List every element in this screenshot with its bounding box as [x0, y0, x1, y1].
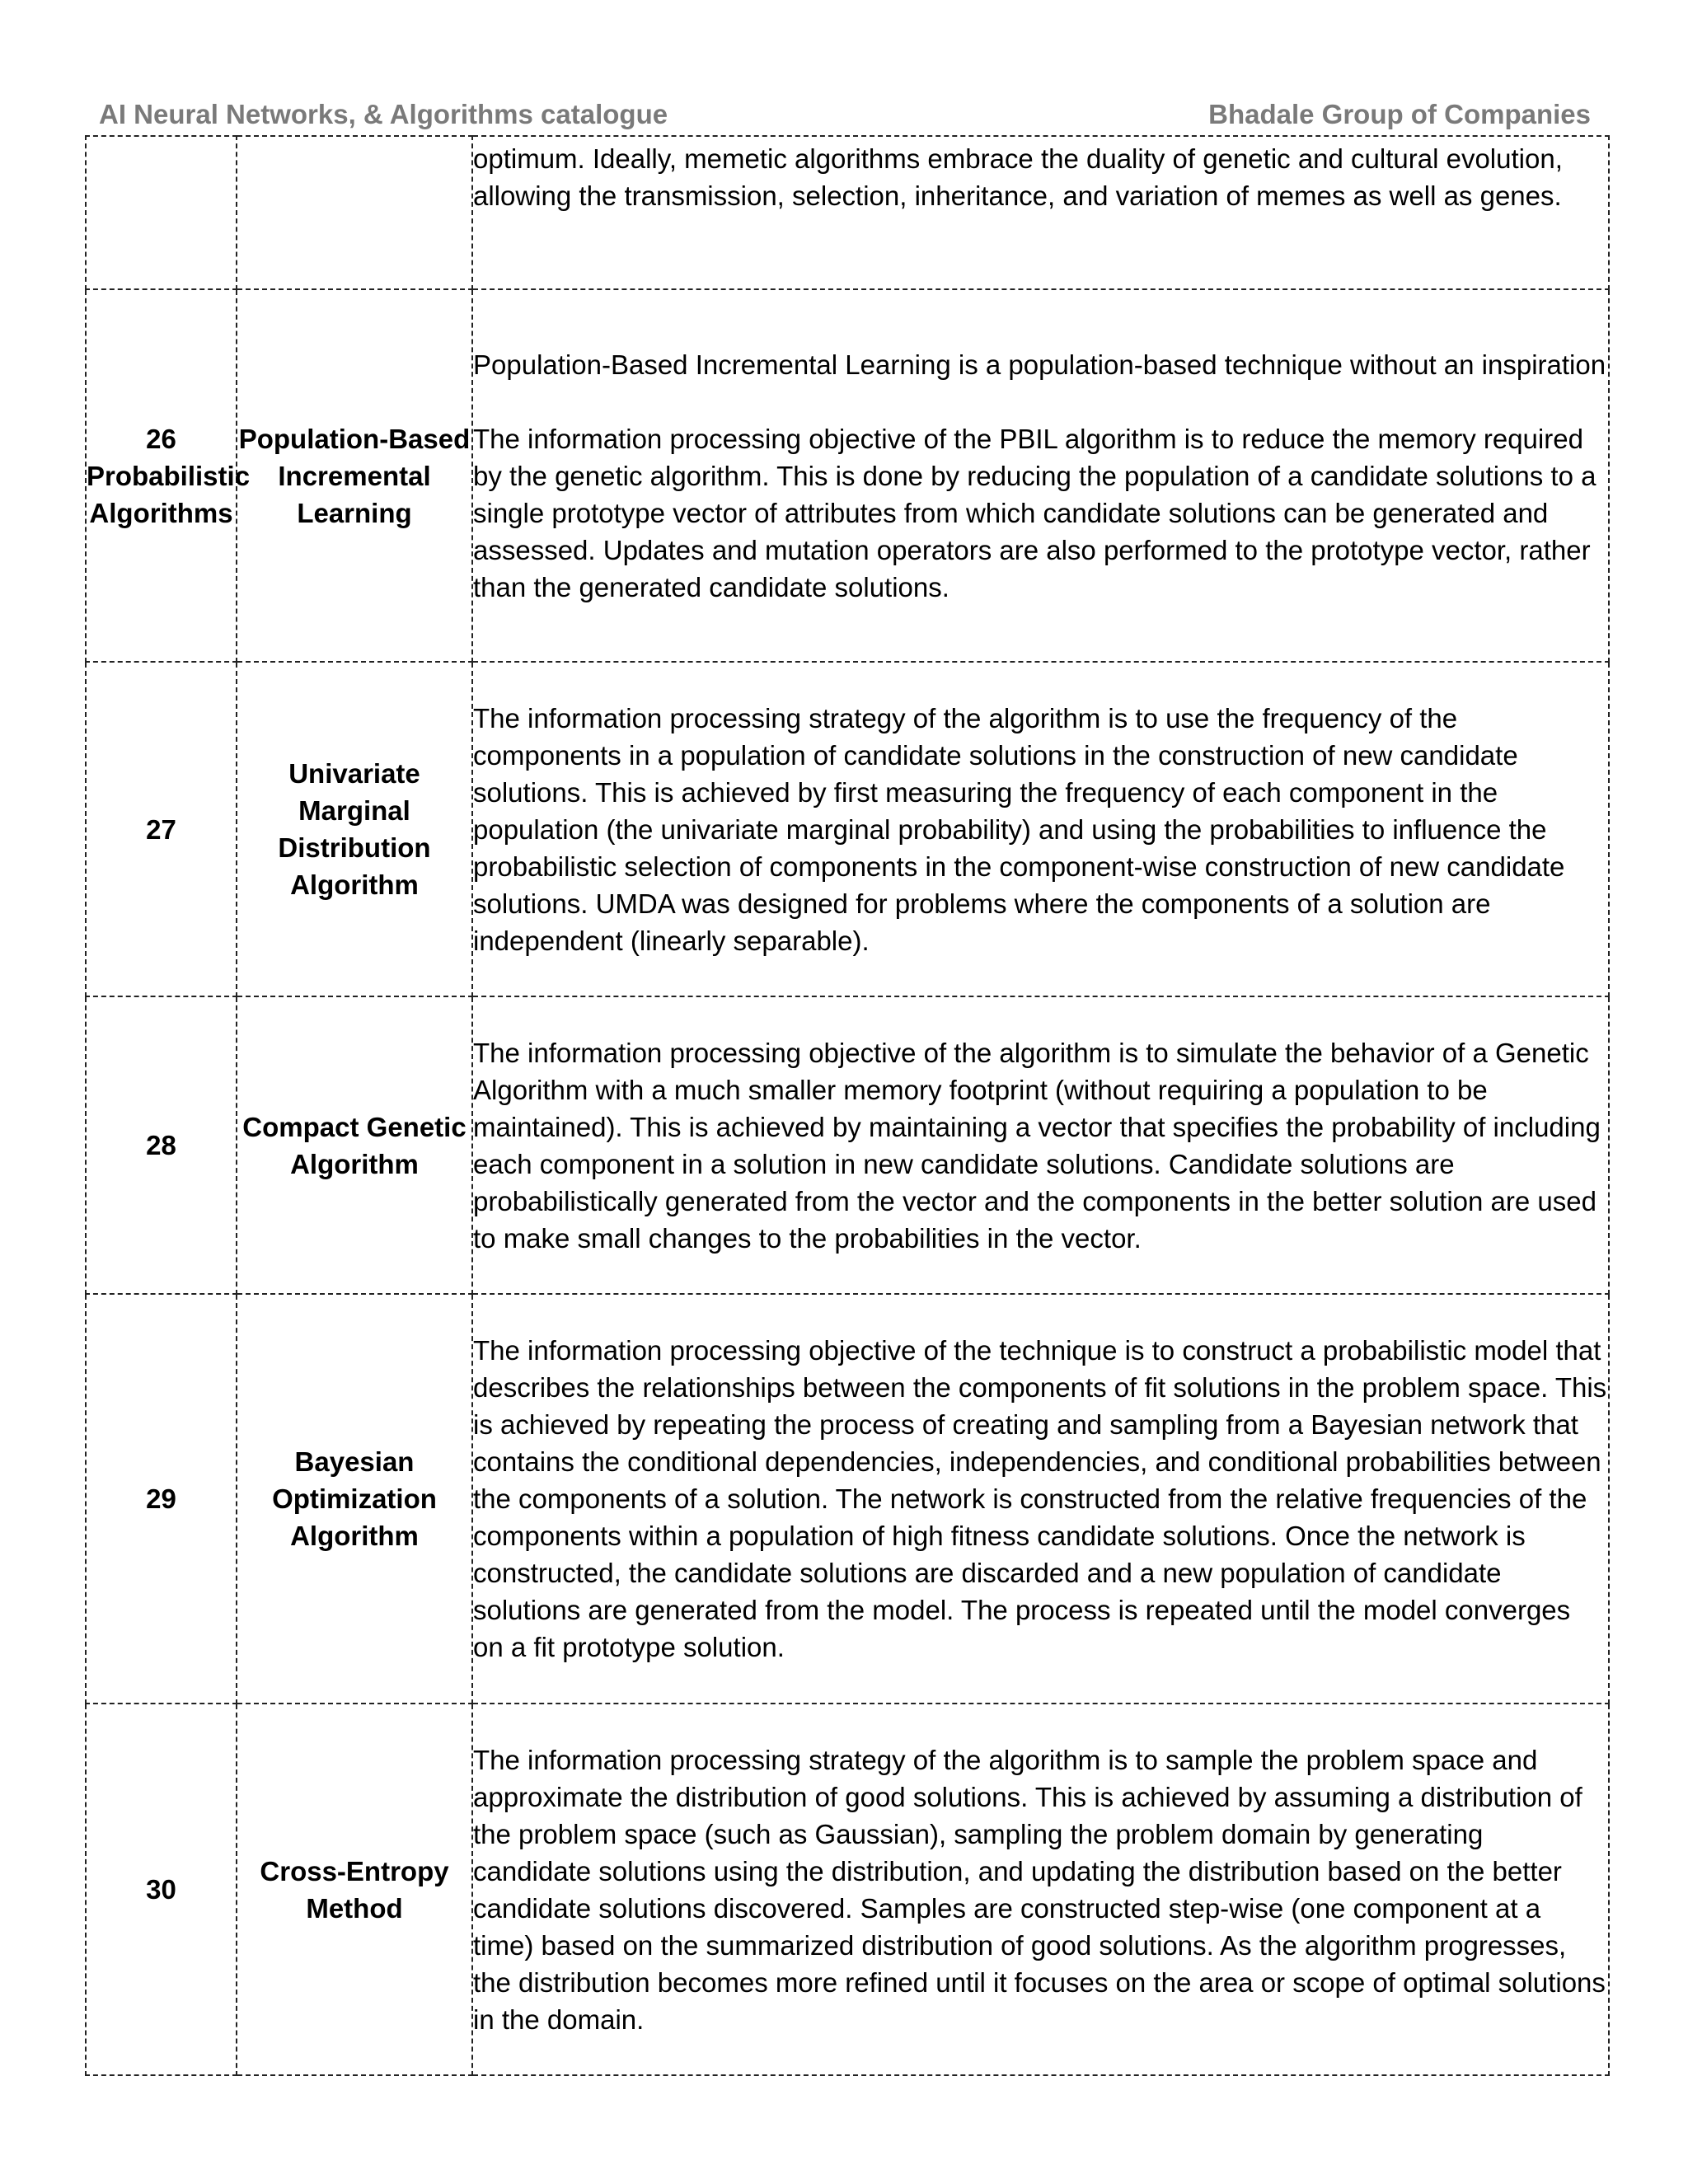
algorithm-name: Univariate Marginal Distribution Algorithm [237, 662, 472, 996]
algorithm-description [472, 289, 1609, 662]
algorithms-table [85, 135, 1610, 2076]
algorithm-number: 29 [86, 1294, 237, 1704]
description-paragraph: The information processing objective of the technique is to construct a probabilistic model that describes the relationships between the components of fit solutions in the problem space. This is achieved by repeating the process of creating and sampling from a Bayesian network that contains the conditional dependencies, independencies, and conditional probabilities between the components of a solution. The network is constructed from the relative frequencies of the components within a population of high fitness candidate solutions. Once the network is constructed, the candidate solutions are discarded and a new population of candidate solutions are generated from the model. The process is repeated until the model converges on a fit prototype solution. [473, 1335, 1607, 1662]
description-paragraph: The information processing objective of the algorithm is to simulate the behavior of a Genetic Algorithm with a much smaller memory footprint (without requiring a population to be maintained). This is achieved by maintaining a vector that specifies the probability of including each component in a solution in new candidate solutions. Candidate solutions are probabilistically generated from the vector and the components in the better solution are used to make small changes to the probabilities in the vector. [473, 1037, 1601, 1254]
page-header [99, 99, 1591, 135]
table-row [86, 662, 1609, 996]
algorithm-description [472, 136, 1609, 289]
table-row [86, 996, 1609, 1294]
company-name: Bhadale Group of Companies [1208, 99, 1591, 129]
description-paragraph: The information processing strategy of the algorithm is to sample the problem space and approximate the distribution of good solutions. This is achieved by assuming a distribution of the problem space (such as Gaussian), sampling the problem domain by generating candidate solutions using the distribution, and updating the distribution based on the better candidate solutions discovered. Samples are constructed step-wise (one component at a time) based on the summarized distribution of good solutions. As the algorithm progresses, the distribution becomes more refined until it focuses on the area or scope of optimal solutions in the domain. [473, 1744, 1606, 2035]
table-row [86, 1294, 1609, 1704]
table-row [86, 289, 1609, 662]
algorithm-name: Cross-Entropy Method [237, 1704, 472, 2075]
algorithm-number: 30 [86, 1704, 237, 2075]
description-paragraph: The information processing objective of the PBIL algorithm is to reduce the memory required by the genetic algorithm. This is done by reducing the population of a candidate solutions to a single prototype vector of attributes from which candidate solutions can be generated and assessed. Updates and mutation operators are also performed to the prototype vector, rather than the generated candidate solutions. [473, 423, 1597, 602]
algorithm-number [86, 136, 237, 289]
algorithm-description [472, 996, 1609, 1294]
algorithm-description [472, 1704, 1609, 2075]
document-title: AI Neural Networks, & Algorithms catalogue [99, 99, 668, 129]
algorithm-name: Bayesian Optimization Algorithm [237, 1294, 472, 1704]
algorithm-name: Compact Genetic Algorithm [237, 996, 472, 1294]
algorithm-number: 28 [86, 996, 237, 1294]
description-paragraph: optimum. Ideally, memetic algorithms embrace the duality of genetic and cultural evolution, allowing the transmission, selection, inheritance, and variation of memes as well as genes. [473, 143, 1563, 211]
table-row [86, 1704, 1609, 2075]
algorithm-name: Population-Based Incremental Learning [237, 289, 472, 662]
algorithm-name [237, 136, 472, 289]
table-row [86, 136, 1609, 289]
algorithm-description [472, 1294, 1609, 1704]
algorithm-number: 26 Probabilistic Algorithms [86, 289, 237, 662]
description-paragraph: Population-Based Incremental Learning is a population-based technique without an inspiration [473, 349, 1606, 380]
description-paragraph: The information processing strategy of the algorithm is to use the frequency of the components in a population of candidate solutions in the construction of new candidate solutions. This is achieved by first measuring the frequency of each component in the population (the univariate marginal probability) and using the probabilities to influence the probabilistic selection of components in the component-wise construction of new candidate solutions. UMDA was designed for problems where the components of a solution are independent (linearly separable). [473, 702, 1565, 956]
algorithm-number: 27 [86, 662, 237, 996]
algorithm-description [472, 662, 1609, 996]
